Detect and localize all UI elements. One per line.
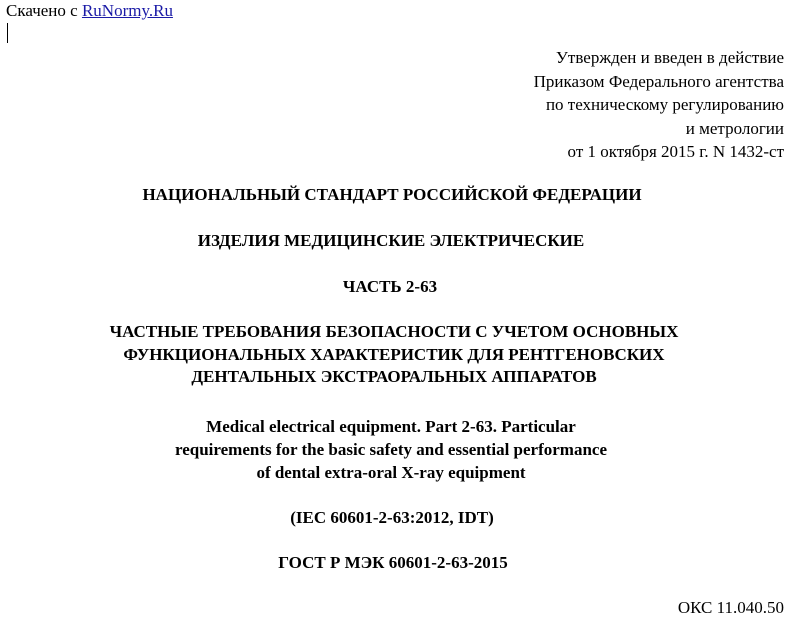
requirements-line: ЧАСТНЫЕ ТРЕБОВАНИЯ БЕЗОПАСНОСТИ С УЧЕТОМ ОСНОВНЫХ — [109, 322, 679, 341]
english-line: Medical electrical equipment. Part 2-63. Particular — [206, 417, 576, 436]
approval-block — [534, 46, 784, 164]
approval-line: Приказом Федерального агентства — [533, 71, 784, 91]
approval-line: Утвержден и введен в действие — [555, 48, 784, 67]
iec-reference: (IEC 60601-2-63:2012, IDT) — [290, 508, 494, 527]
gost-designation: ГОСТ Р МЭК 60601-2-63-2015 — [278, 553, 508, 572]
english-title — [0, 415, 786, 484]
part-title: ЧАСТЬ 2-63 — [342, 277, 438, 296]
english-line: of dental extra-oral X-ray equipment — [256, 463, 526, 482]
oks-code: ОКС 11.040.50 — [677, 598, 784, 617]
source-prefix: Скачено с — [6, 1, 82, 20]
text-caret — [7, 23, 8, 43]
national-standard-title: НАЦИОНАЛЬНЫЙ СТАНДАРТ РОССИЙСКОЙ ФЕДЕРАЦИИ — [142, 185, 642, 204]
english-line: requirements for the basic safety and essential performance — [174, 440, 608, 459]
requirements-line: ДЕНТАЛЬНЫХ ЭКСТРАОРАЛЬНЫХ АППАРАТОВ — [191, 367, 597, 386]
source-link[interactable]: RuNormy.Ru — [81, 1, 173, 20]
devices-title: ИЗДЕЛИЯ МЕДИЦИНСКИЕ ЭЛЕКТРИЧЕСКИЕ — [197, 231, 585, 250]
requirements-line: ФУНКЦИОНАЛЬНЫХ ХАРАКТЕРИСТИК ДЛЯ РЕНТГЕНОВСКИХ — [123, 344, 665, 364]
approval-line: от 1 октября 2015 г. N 1432-ст — [567, 142, 784, 161]
requirements-title — [0, 321, 789, 389]
approval-line: и метрологии — [685, 118, 784, 138]
source-line — [6, 1, 173, 21]
approval-line: по техническому регулированию — [545, 95, 784, 114]
